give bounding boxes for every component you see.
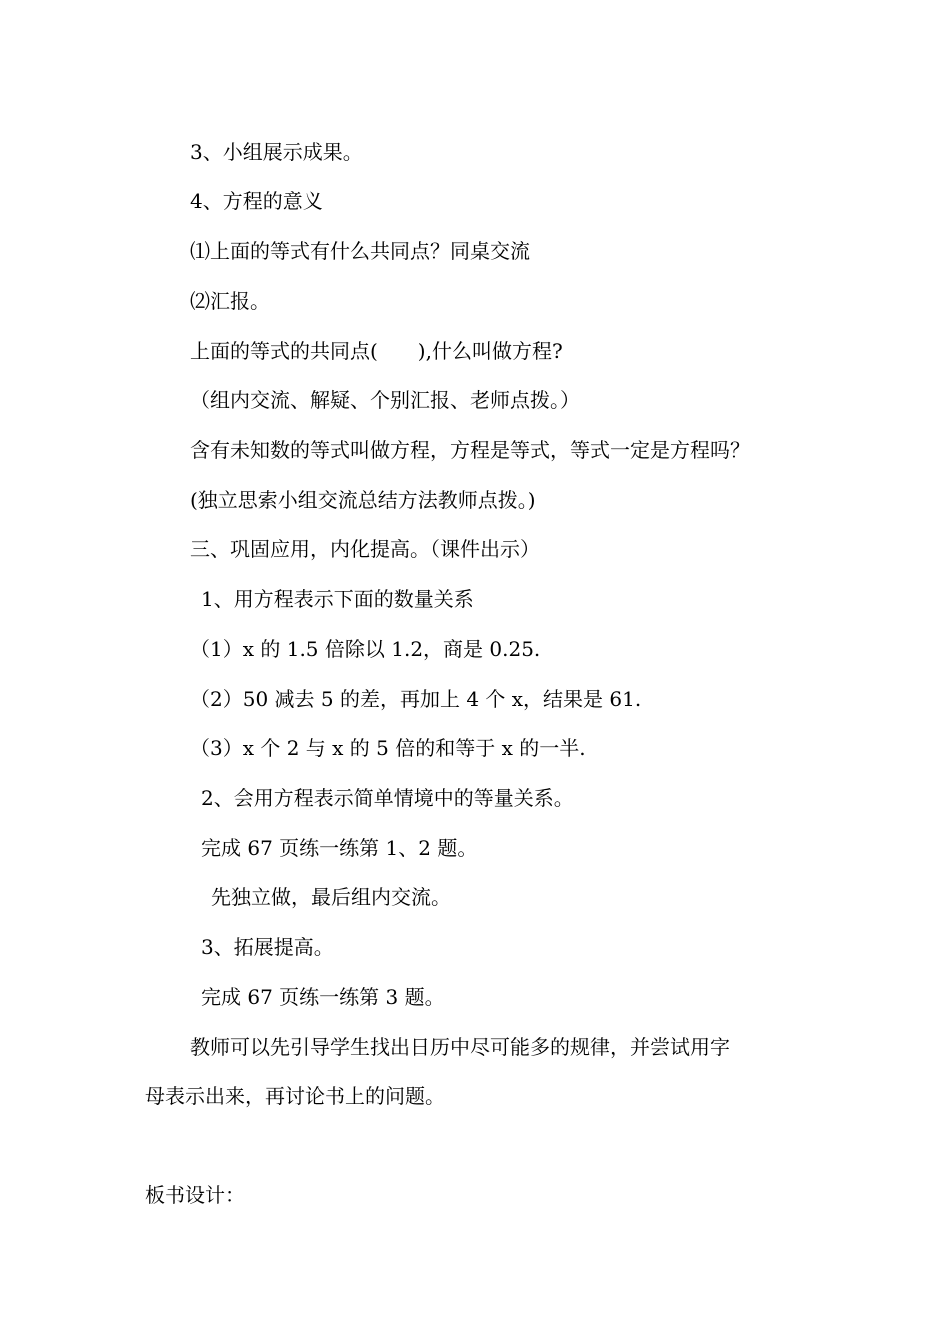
text-line-12: （2）50 减去 5 的差，再加上 4 个 x，结果是 61. [190,687,642,711]
text-line-6: （组内交流、解疑、个别汇报、老师点拨。） [190,388,580,412]
text-line-8: (独立思索小组交流总结方法教师点拨。) [190,488,536,512]
text-line-1: 3、小组展示成果。 [190,140,363,164]
text-line-19: 教师可以先引导学生找出日历中尽可能多的规律，并尝试用字 [190,1035,730,1059]
text-line-2: 4、方程的意义 [190,189,323,213]
text-line-10: 1、用方程表示下面的数量关系 [201,587,474,611]
text-line-4: ⑵汇报。 [190,289,270,313]
text-line-17: 3、拓展提高。 [201,935,334,959]
text-line-20: 母表示出来，再讨论书上的问题。 [145,1084,445,1108]
text-line-14: 2、会用方程表示简单情境中的等量关系。 [201,786,574,810]
text-line-21: 板书设计： [145,1183,245,1207]
text-line-3: ⑴上面的等式有什么共同点？同桌交流 [190,239,530,263]
text-line-18: 完成 67 页练一练第 3 题。 [201,985,445,1009]
text-line-15: 完成 67 页练一练第 1、2 题。 [201,836,478,860]
text-line-7: 含有未知数的等式叫做方程，方程是等式，等式一定是方程吗？ [190,438,750,462]
text-line-5: 上面的等式的共同点( ),什么叫做方程? [190,339,563,363]
text-line-16: 先独立做，最后组内交流。 [211,885,451,909]
text-line-11: （1）x 的 1.5 倍除以 1.2，商是 0.25. [190,637,541,661]
text-line-13: （3）x 个 2 与 x 的 5 倍的和等于 x 的一半. [190,736,586,760]
text-line-9: 三、巩固应用，内化提高。（课件出示） [190,537,540,561]
